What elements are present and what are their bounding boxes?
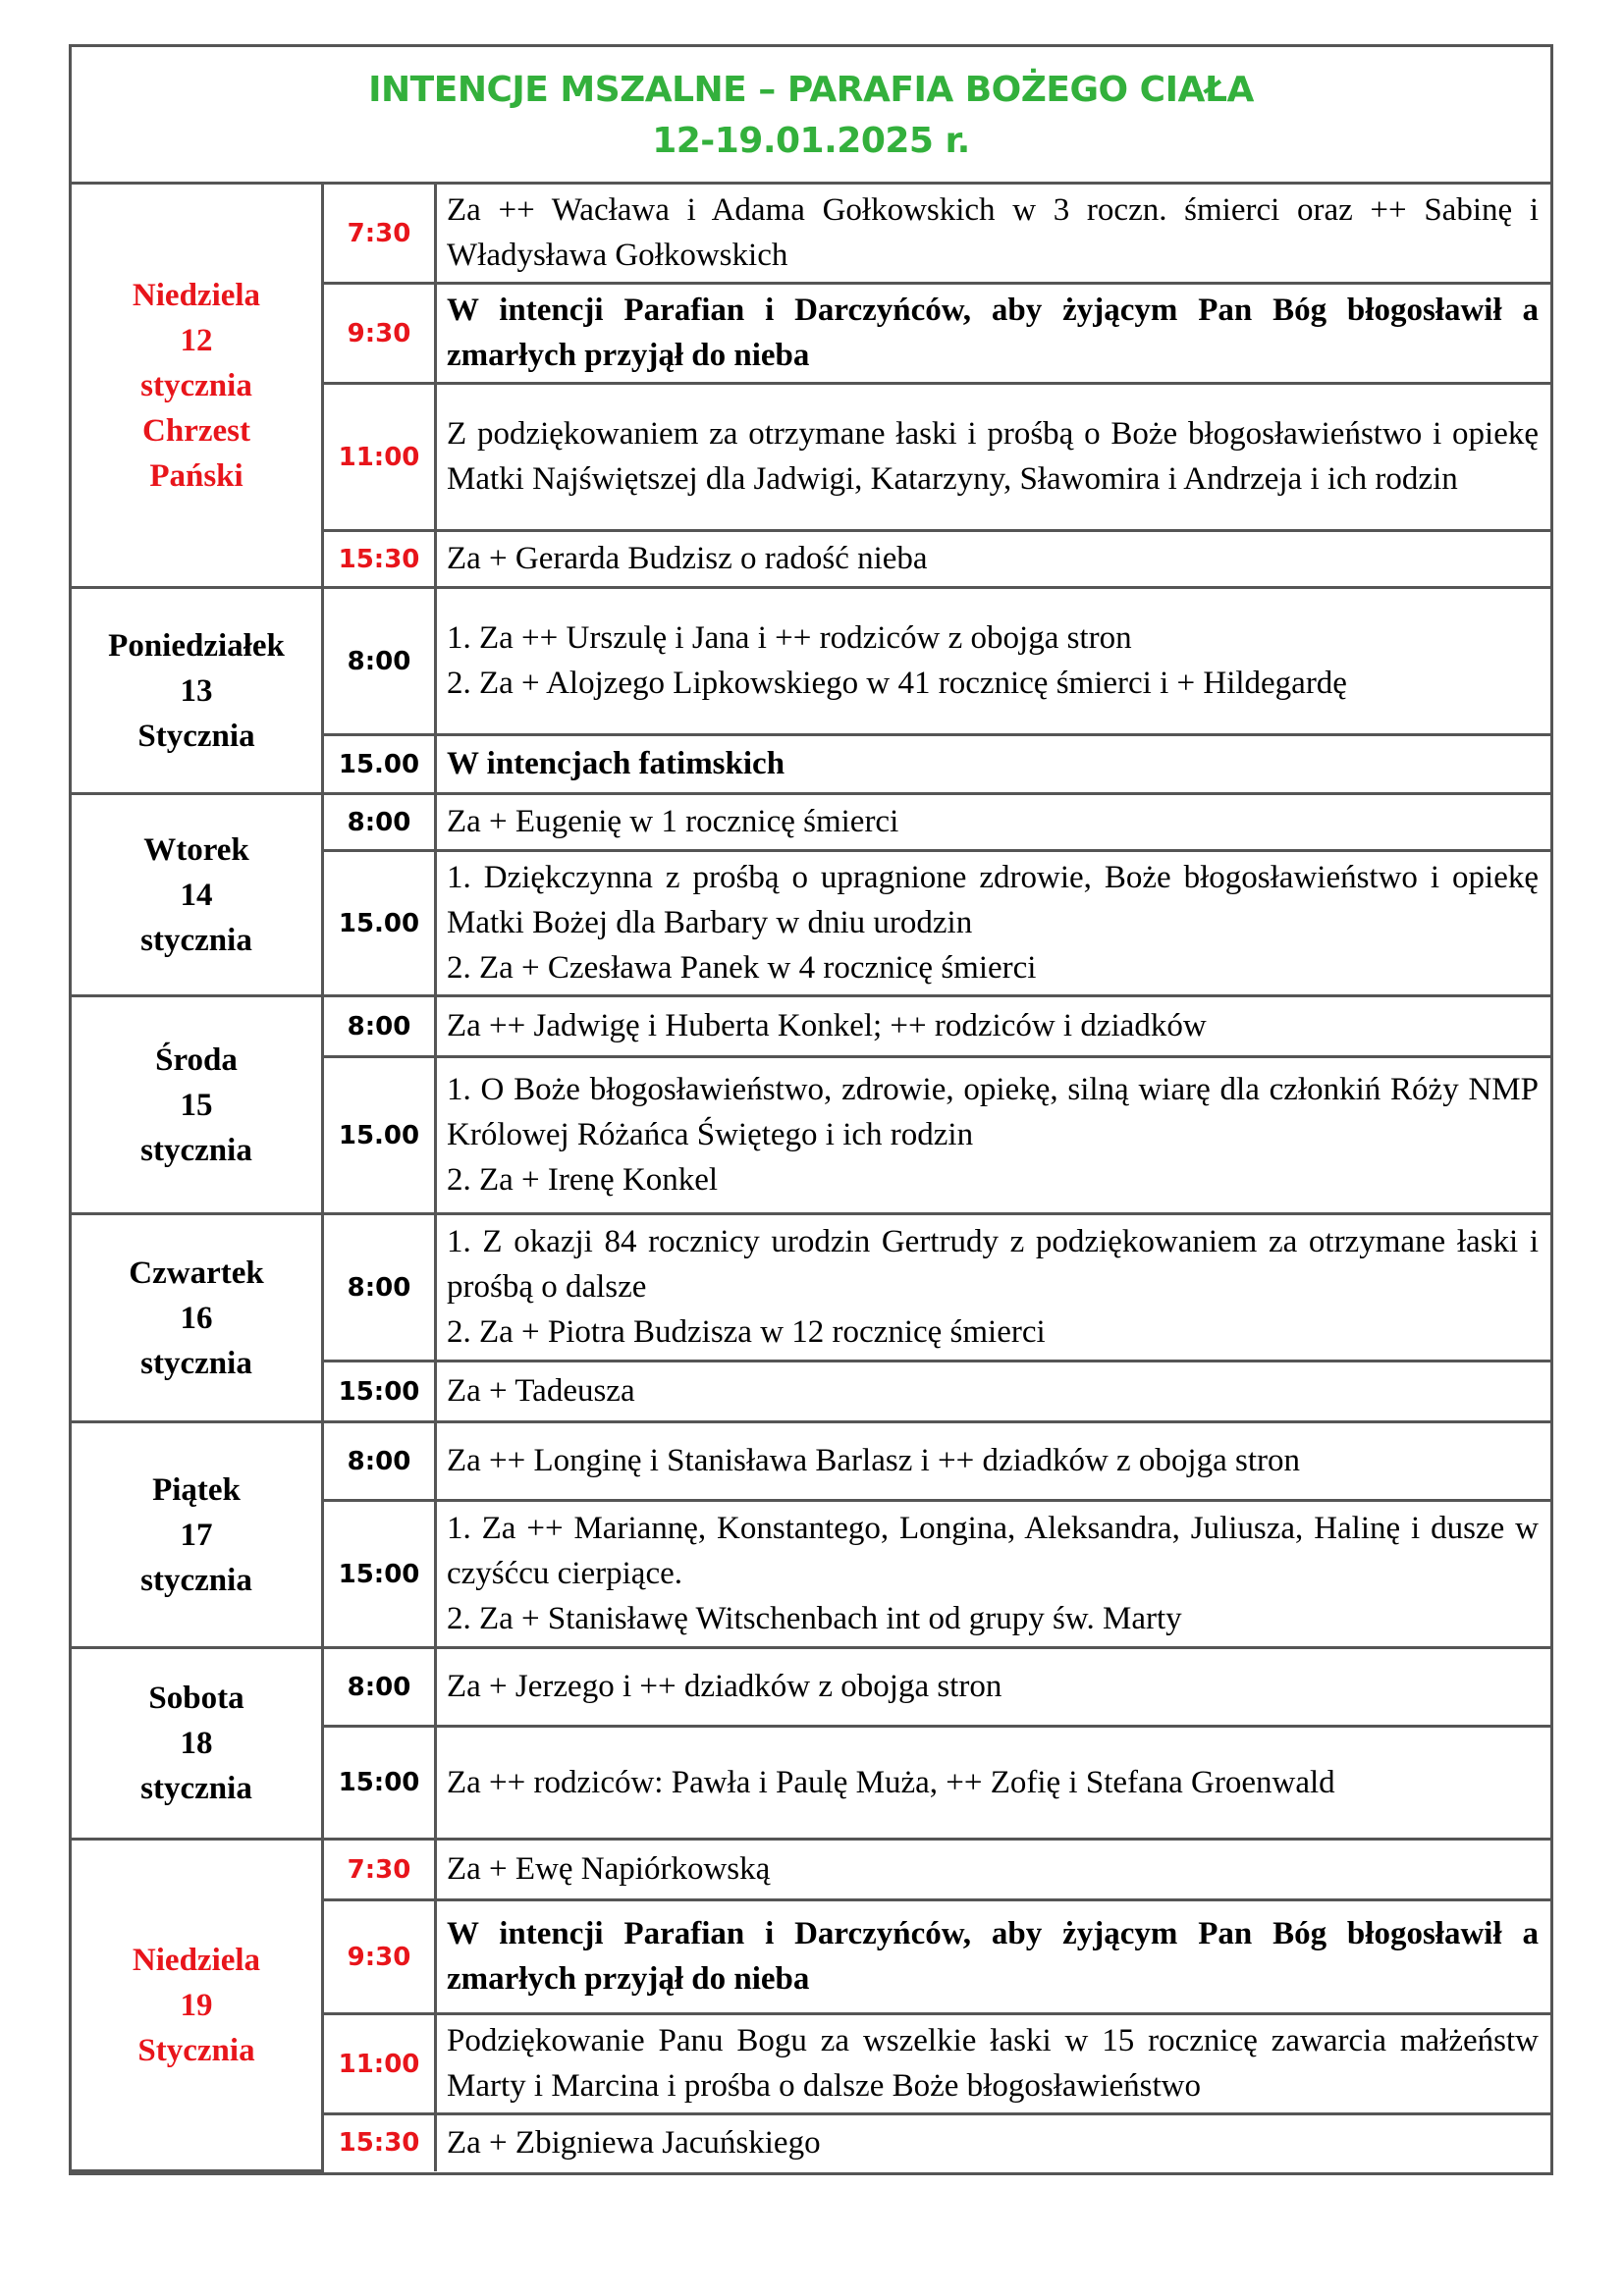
- mass-time: 8:00: [323, 794, 436, 851]
- intention-line: 1. Dziękczynna z prośbą o upragnione zdrowie, Boże błogosławieństwo i opiekę Matki Bożej dla Barbary w dniu urodzin: [447, 860, 1539, 940]
- day-label-line: Piątek: [152, 1471, 241, 1508]
- intention-line: 1. Za ++ Mariannę, Konstantego, Longina, Aleksandra, Juliusza, Halinę i dusze w czyśćcu cierpiące.: [447, 1511, 1539, 1591]
- mass-time: 8:00: [323, 1214, 436, 1362]
- day-label-line: Sobota: [148, 1681, 244, 1716]
- mass-time: 7:30: [323, 1840, 436, 1900]
- mass-row: [72, 1422, 1550, 1501]
- mass-intention: [436, 1900, 1551, 2014]
- intention-line: Za + Ewę Napiórkowską: [447, 1851, 771, 1887]
- mass-time: 7:30: [323, 185, 436, 284]
- mass-intention: [436, 794, 1551, 851]
- mass-intentions-table: [72, 185, 1550, 2172]
- mass-time: 8:00: [323, 1648, 436, 1727]
- mass-intention: [436, 996, 1551, 1057]
- mass-intention: [436, 588, 1551, 735]
- day-label-line: Czwartek: [129, 1255, 264, 1291]
- mass-time: 15.00: [323, 735, 436, 794]
- intention-line: Za + Eugenię w 1 rocznicę śmierci: [447, 804, 899, 839]
- intention-line: Za + Jerzego i ++ dziadków z obojga stron: [447, 1669, 1002, 1704]
- mass-time: 9:30: [323, 1900, 436, 2014]
- day-label-line: stycznia: [140, 1771, 252, 1806]
- schedule-sheet: [69, 44, 1553, 2175]
- day-label: [72, 1648, 323, 1840]
- mass-time: 15:00: [323, 1501, 436, 1648]
- mass-row: [72, 185, 1550, 284]
- day-label-line: 12: [180, 322, 213, 358]
- intention-line: 2. Za + Piotra Budzisza w 12 rocznicę śmierci: [447, 1314, 1046, 1350]
- mass-time: 8:00: [323, 588, 436, 735]
- mass-intention: [436, 384, 1551, 531]
- day-label-line: Chrzest: [142, 412, 250, 449]
- day-label-line: Niedziela: [132, 1942, 261, 1978]
- intention-line: W intencji Parafian i Darczyńców, aby żyjącym Pan Bóg błogosławił a zmarłych przyjął do nieba: [447, 1916, 1539, 1997]
- day-label-line: Niedziela: [132, 277, 261, 313]
- mass-time: 11:00: [323, 384, 436, 531]
- mass-intention: [436, 735, 1551, 794]
- day-label-line: 14: [180, 877, 213, 913]
- day-label-line: Stycznia: [137, 2032, 255, 2068]
- mass-time: 15:30: [323, 2114, 436, 2171]
- mass-intention: [436, 1214, 1551, 1362]
- intention-line: 2. Za + Irenę Konkel: [447, 1162, 719, 1198]
- day-label-line: 13: [180, 672, 213, 709]
- intention-line: W intencji Parafian i Darczyńców, aby żyjącym Pan Bóg błogosławił a zmarłych przyjął do nieba: [447, 293, 1539, 373]
- day-label-line: 17: [180, 1517, 213, 1553]
- day-label-line: stycznia: [140, 1562, 252, 1598]
- intention-line: Podziękowanie Panu Bogu za wszelkie łaski w 15 rocznicę zawarcia małżeństw Marty i Marcina i prośba o dalsze Boże błogosławieństwo: [447, 2023, 1539, 2104]
- mass-time: 15:00: [323, 1362, 436, 1422]
- mass-time: 8:00: [323, 1422, 436, 1501]
- intention-line: Za + Gerarda Budzisz o radość nieba: [447, 541, 928, 576]
- mass-intention: [436, 1648, 1551, 1727]
- day-label-line: Wtorek: [143, 831, 249, 868]
- day-label: [72, 1214, 323, 1422]
- mass-row: [72, 996, 1550, 1057]
- intention-line: Za ++ Longinę i Stanisława Barlasz i ++ dziadków z obojga stron: [447, 1443, 1300, 1478]
- mass-time: 9:30: [323, 284, 436, 384]
- day-label-line: 18: [180, 1726, 213, 1761]
- mass-row: [72, 794, 1550, 851]
- mass-intention: [436, 1840, 1551, 1900]
- day-label-line: stycznia: [140, 367, 252, 403]
- mass-row: [72, 1648, 1550, 1727]
- day-label-line: Stycznia: [137, 718, 255, 754]
- intention-line: Za + Zbigniewa Jacuńskiego: [447, 2124, 821, 2161]
- date-range: 12-19.01.2025 r.: [652, 121, 970, 161]
- intention-line: Za ++ Jadwigę i Huberta Konkel; ++ rodziców i dziadków: [447, 1008, 1207, 1043]
- mass-intention: [436, 1422, 1551, 1501]
- mass-row: [72, 588, 1550, 735]
- mass-row: [72, 1214, 1550, 1362]
- mass-intention: [436, 851, 1551, 996]
- mass-intention: [436, 185, 1551, 284]
- mass-intention: [436, 284, 1551, 384]
- day-label-line: Poniedziałek: [108, 627, 285, 664]
- mass-time: 11:00: [323, 2014, 436, 2114]
- intention-line: W intencjach fatimskich: [447, 746, 785, 781]
- day-label-line: Pański: [149, 457, 244, 494]
- day-label: [72, 1422, 323, 1648]
- day-label: [72, 588, 323, 794]
- day-label-line: stycznia: [140, 922, 252, 958]
- day-label-line: 15: [180, 1087, 213, 1123]
- intention-line: 2. Za + Alojzego Lipkowskiego w 41 rocznicę śmierci i + Hildegardę: [447, 666, 1347, 701]
- mass-intention: [436, 1057, 1551, 1214]
- mass-row: [72, 1840, 1550, 1900]
- day-label-line: 19: [180, 1987, 213, 2023]
- mass-intention: [436, 531, 1551, 588]
- title-block: [72, 47, 1550, 185]
- intention-line: 2. Za + Czesława Panek w 4 rocznicę śmierci: [447, 950, 1037, 986]
- intention-line: 1. Za ++ Urszulę i Jana i ++ rodziców z obojga stron: [447, 620, 1132, 656]
- page-title: INTENCJE MSZALNE – PARAFIA BOŻEGO CIAŁA: [368, 70, 1254, 110]
- intention-line: Za ++ rodziców: Pawła i Paulę Muża, ++ Zofię i Stefana Groenwald: [447, 1764, 1335, 1800]
- mass-time: 15.00: [323, 1057, 436, 1214]
- mass-intention: [436, 2014, 1551, 2114]
- intention-line: 1. Z okazji 84 rocznicy urodzin Gertrudy z podziękowaniem za otrzymane łaski i prośbą o dalsze: [447, 1224, 1539, 1305]
- day-label-line: 16: [180, 1300, 213, 1336]
- mass-intention: [436, 1501, 1551, 1648]
- mass-intention: [436, 1362, 1551, 1422]
- mass-time: 15:00: [323, 1727, 436, 1840]
- day-label-line: stycznia: [140, 1345, 252, 1381]
- day-label: [72, 185, 323, 588]
- intention-line: Z podziękowaniem za otrzymane łaski i prośbą o Boże błogosławieństwo i opiekę Matki Najświętszej dla Jadwigi, Katarzyny, Sławomira i Andrzeja i ich rodzin: [447, 416, 1539, 497]
- intention-line: Za ++ Wacława i Adama Gołkowskich w 3 roczn. śmierci oraz ++ Sabinę i Władysława Gołkowskich: [447, 192, 1539, 273]
- intention-line: Za + Tadeusza: [447, 1373, 635, 1409]
- day-label: [72, 996, 323, 1214]
- mass-intention: [436, 1727, 1551, 1840]
- intention-line: 2. Za + Stanisławę Witschenbach int od grupy św. Marty: [447, 1601, 1182, 1636]
- day-label-line: stycznia: [140, 1132, 252, 1168]
- intention-line: 1. O Boże błogosławieństwo, zdrowie, opiekę, silną wiarę dla członkiń Róży NMP Królowej Różańca Świętego i ich rodzin: [447, 1072, 1539, 1152]
- mass-time: 15:30: [323, 531, 436, 588]
- day-label: [72, 794, 323, 996]
- mass-intention: [436, 2114, 1551, 2171]
- day-label-line: Środa: [155, 1041, 238, 1078]
- day-label: [72, 1840, 323, 2171]
- mass-time: 15.00: [323, 851, 436, 996]
- mass-time: 8:00: [323, 996, 436, 1057]
